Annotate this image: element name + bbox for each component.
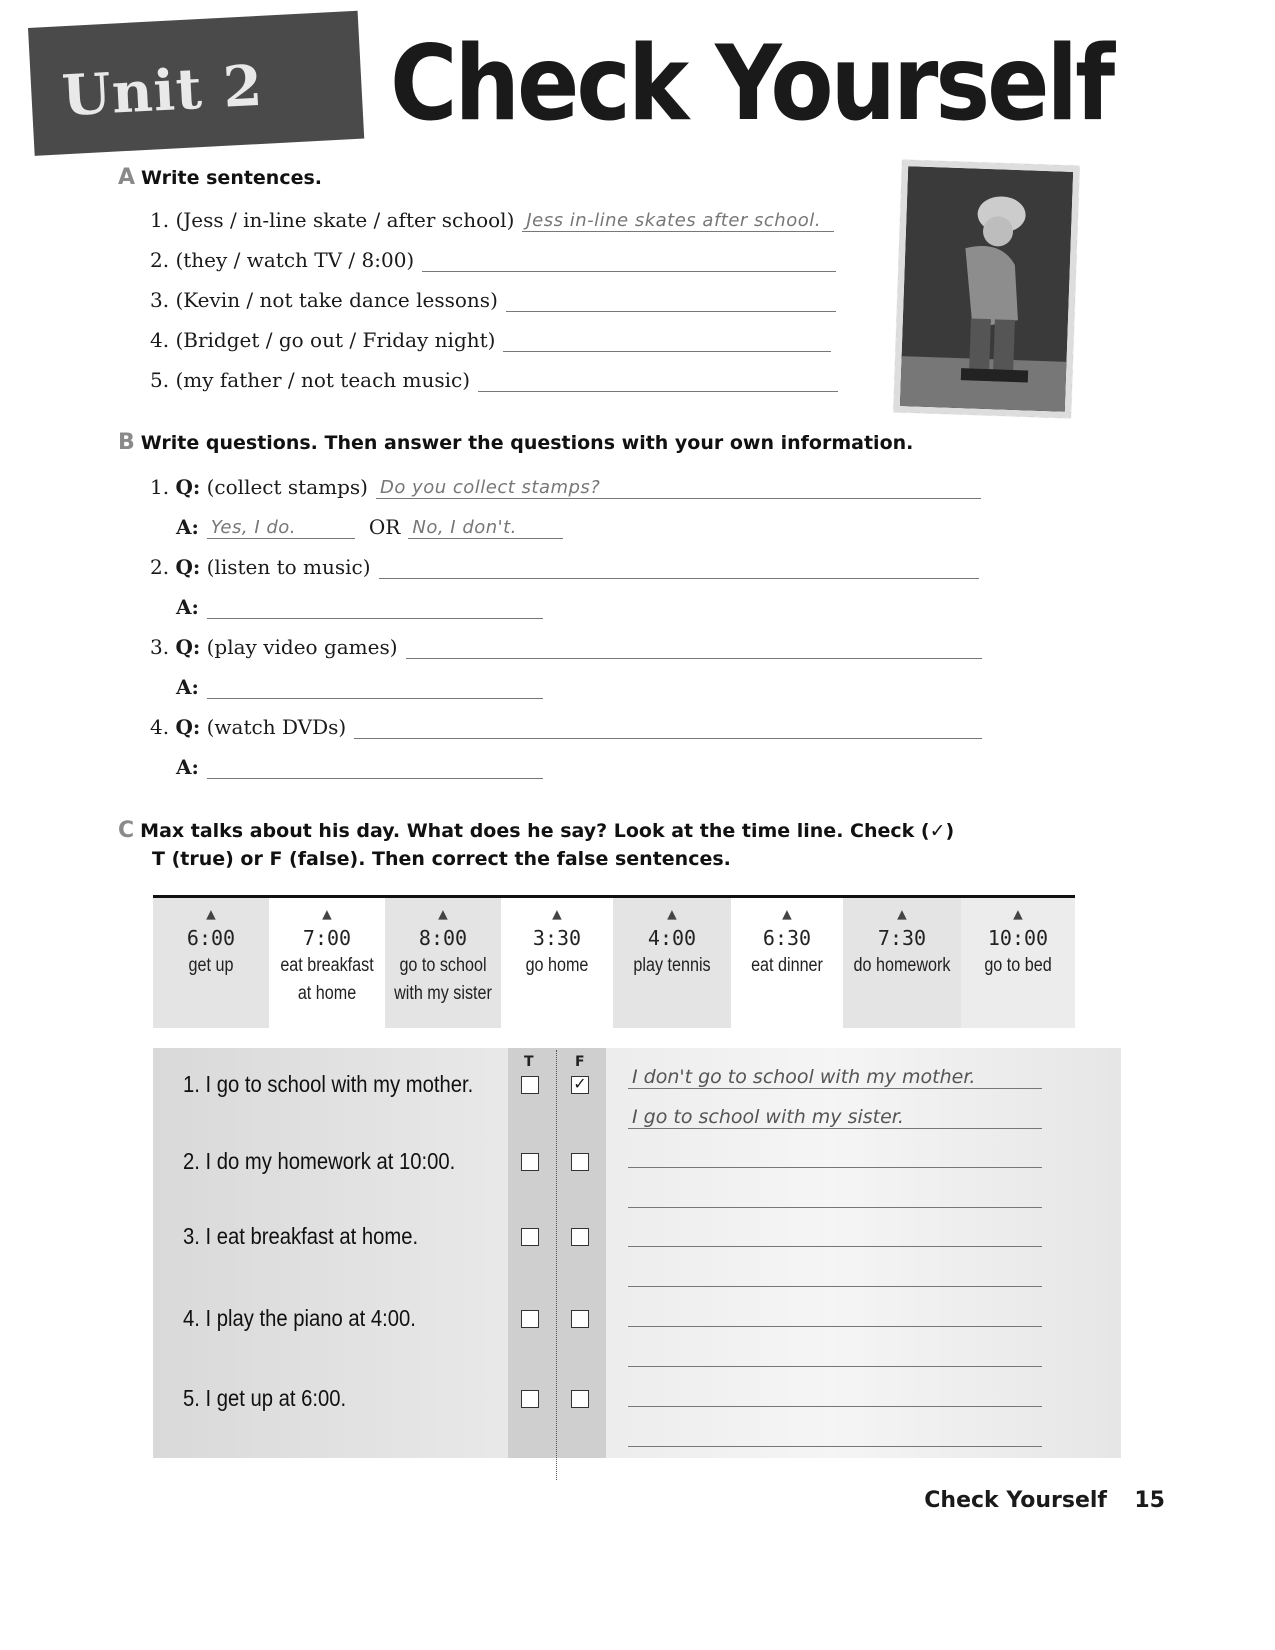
section-c-instruction-1: Max talks about his day. What does he say? Look at the time line. Check (✓): [140, 820, 955, 842]
statement-3: 3. I eat breakfast at home.: [183, 1223, 419, 1249]
statement-2: 2. I do my homework at 10:00.: [183, 1148, 456, 1174]
answer-field-a2[interactable]: [422, 247, 836, 272]
timeline-time: 3:30: [532, 926, 582, 950]
arrow-up-icon: ▲: [667, 904, 677, 923]
arrow-up-icon: ▲: [897, 904, 907, 923]
q-label: Q:: [175, 715, 201, 739]
false-checkbox-3[interactable]: [571, 1228, 589, 1246]
section-c-letter: C: [118, 818, 135, 843]
timeline-time: 8:00: [418, 926, 468, 950]
arrow-up-icon: ▲: [206, 904, 216, 923]
true-checkbox-5[interactable]: [521, 1390, 539, 1408]
q-label: Q:: [175, 475, 201, 499]
item-number: 4.: [150, 715, 170, 739]
correction-text: I go to school with my sister.: [632, 1106, 904, 1128]
answer-field-b3[interactable]: [207, 674, 543, 699]
answer-field-a4[interactable]: [503, 327, 831, 352]
item-prompt: (Jess / in-line skate / after school): [175, 208, 515, 232]
page-title: Check Yourself: [390, 24, 1113, 144]
answer-field-b4[interactable]: [207, 754, 543, 779]
item-prompt: (they / watch TV / 8:00): [175, 248, 415, 272]
timeline-time: 6:00: [186, 926, 236, 950]
correction-line[interactable]: [628, 1366, 1042, 1367]
section-b-heading: [118, 430, 913, 455]
section-b-item-3-question: [150, 634, 982, 659]
false-checkbox-1[interactable]: [571, 1076, 589, 1094]
section-a-item-2: [150, 247, 836, 272]
timeline-item: [843, 898, 961, 1028]
a-label: A:: [176, 675, 199, 699]
correction-line[interactable]: [628, 1207, 1042, 1208]
answer-field-a5[interactable]: [478, 367, 838, 392]
timeline-activity: play tennis: [633, 955, 711, 976]
or-label: OR: [368, 515, 401, 539]
timeline-activity: do homework: [853, 955, 951, 976]
statement-4: 4. I play the piano at 4:00.: [183, 1305, 416, 1331]
correction-line[interactable]: [628, 1167, 1042, 1168]
question-text: Do you collect stamps?: [379, 477, 601, 498]
question-field-b2[interactable]: [379, 554, 979, 579]
checkmark-icon: ✓: [573, 1074, 587, 1093]
section-b-item-1-answer: [176, 514, 563, 539]
a-label: A:: [176, 755, 199, 779]
section-a-letter: A: [118, 165, 136, 190]
item-number: 4.: [150, 328, 170, 352]
section-a-item-3: [150, 287, 836, 312]
timeline-activity: go to bed: [984, 955, 1052, 976]
item-number: 3.: [150, 635, 170, 659]
timeline-item: [385, 898, 501, 1028]
item-number: 3.: [150, 288, 170, 312]
correction-text: I don't go to school with my mother.: [632, 1066, 976, 1088]
timeline-item: [501, 898, 613, 1028]
question-field-b4[interactable]: [354, 714, 982, 739]
false-checkbox-4[interactable]: [571, 1310, 589, 1328]
answer-text: Jess in-line skates after school.: [526, 210, 821, 231]
true-checkbox-4[interactable]: [521, 1310, 539, 1328]
section-b-item-4-question: [150, 714, 982, 739]
time-line: [153, 895, 1075, 1028]
statement-5: 5. I get up at 6:00.: [183, 1385, 347, 1411]
item-prompt: (my father / not teach music): [175, 368, 471, 392]
timeline-activity: get up: [188, 955, 234, 976]
timeline-activity: eat breakfast: [280, 955, 374, 976]
correction-line[interactable]: [628, 1406, 1042, 1407]
item-prompt: (Bridget / go out / Friday night): [175, 328, 496, 352]
a-label: A:: [176, 515, 199, 539]
section-a-item-5: [150, 367, 838, 392]
arrow-up-icon: ▲: [438, 904, 448, 923]
item-number: 1.: [150, 475, 170, 499]
question-field-b1[interactable]: [376, 474, 981, 499]
false-header: F: [575, 1054, 585, 1070]
arrow-up-icon: ▲: [782, 904, 792, 923]
timeline-item: [153, 898, 269, 1028]
item-number: 5.: [150, 368, 170, 392]
timeline-time: 6:30: [762, 926, 812, 950]
item-prompt: (collect stamps): [206, 475, 368, 499]
true-checkbox-1[interactable]: [521, 1076, 539, 1094]
section-a-item-1: [150, 207, 834, 232]
timeline-activity: go home: [525, 955, 589, 976]
false-checkbox-5[interactable]: [571, 1390, 589, 1408]
true-header: T: [524, 1054, 534, 1070]
item-prompt: (watch DVDs): [206, 715, 347, 739]
arrow-up-icon: ▲: [1013, 904, 1023, 923]
true-checkbox-2[interactable]: [521, 1153, 539, 1171]
answer-field-b2[interactable]: [207, 594, 543, 619]
correction-line[interactable]: [628, 1246, 1042, 1247]
page-number: 15: [1134, 1488, 1165, 1513]
item-number: 2.: [150, 248, 170, 272]
skater-photo: [894, 160, 1080, 418]
section-a-item-4: [150, 327, 831, 352]
unit-label: Unit 2: [60, 52, 265, 130]
section-b-item-4-answer: [176, 754, 543, 779]
section-b-item-2-question: [150, 554, 979, 579]
item-number: 2.: [150, 555, 170, 579]
answer-no-text: No, I don't.: [412, 517, 517, 538]
answer-field-a1[interactable]: [522, 207, 834, 232]
item-prompt: (Kevin / not take dance lessons): [175, 288, 498, 312]
section-b-item-1-question: [150, 474, 981, 499]
timeline-activity: with my sister: [394, 983, 492, 1004]
footer-title: Check Yourself: [924, 1488, 1107, 1513]
correction-line[interactable]: [628, 1286, 1042, 1287]
a-label: A:: [176, 595, 199, 619]
arrow-up-icon: ▲: [322, 904, 332, 923]
arrow-up-icon: ▲: [552, 904, 562, 923]
item-number: 1.: [150, 208, 170, 232]
timeline-item: [613, 898, 731, 1028]
section-c-instruction-2: T (true) or F (false). Then correct the false sentences.: [152, 848, 731, 870]
timeline-time: 4:00: [647, 926, 697, 950]
timeline-item: [961, 898, 1075, 1028]
question-field-b3[interactable]: [406, 634, 982, 659]
q-label: Q:: [175, 635, 201, 659]
q-label: Q:: [175, 555, 201, 579]
item-prompt: (play video games): [206, 635, 398, 659]
answer-yes-text: Yes, I do.: [210, 517, 297, 538]
correction-line[interactable]: [628, 1326, 1042, 1327]
timeline-item: [269, 898, 385, 1028]
column-divider: [556, 1050, 557, 1480]
item-prompt: (listen to music): [206, 555, 371, 579]
section-b-item-3-answer: [176, 674, 543, 699]
answer-no-field-b1[interactable]: [408, 514, 563, 539]
timeline-time: 7:30: [877, 926, 927, 950]
correction-line[interactable]: [628, 1446, 1042, 1447]
timeline-activity: at home: [297, 983, 357, 1004]
true-checkbox-3[interactable]: [521, 1228, 539, 1246]
statement-1: 1. I go to school with my mother.: [183, 1071, 474, 1097]
section-a-heading: [118, 165, 322, 190]
timeline-activity: go to school: [399, 955, 487, 976]
timeline-activity: eat dinner: [751, 955, 823, 976]
section-a-instruction: Write sentences.: [141, 167, 323, 189]
section-b-letter: B: [118, 430, 135, 455]
section-b-item-2-answer: [176, 594, 543, 619]
correction-line[interactable]: [628, 1088, 1042, 1089]
section-c-heading: [118, 817, 954, 873]
false-checkbox-2[interactable]: [571, 1153, 589, 1171]
timeline-time: 7:00: [302, 926, 352, 950]
timeline-item: [731, 898, 843, 1028]
correction-line[interactable]: [628, 1128, 1042, 1129]
section-b-instruction: Write questions. Then answer the questions with your own information.: [140, 432, 914, 454]
answer-yes-field-b1[interactable]: [207, 514, 355, 539]
timeline-time: 10:00: [987, 926, 1049, 950]
answer-field-a3[interactable]: [506, 287, 836, 312]
